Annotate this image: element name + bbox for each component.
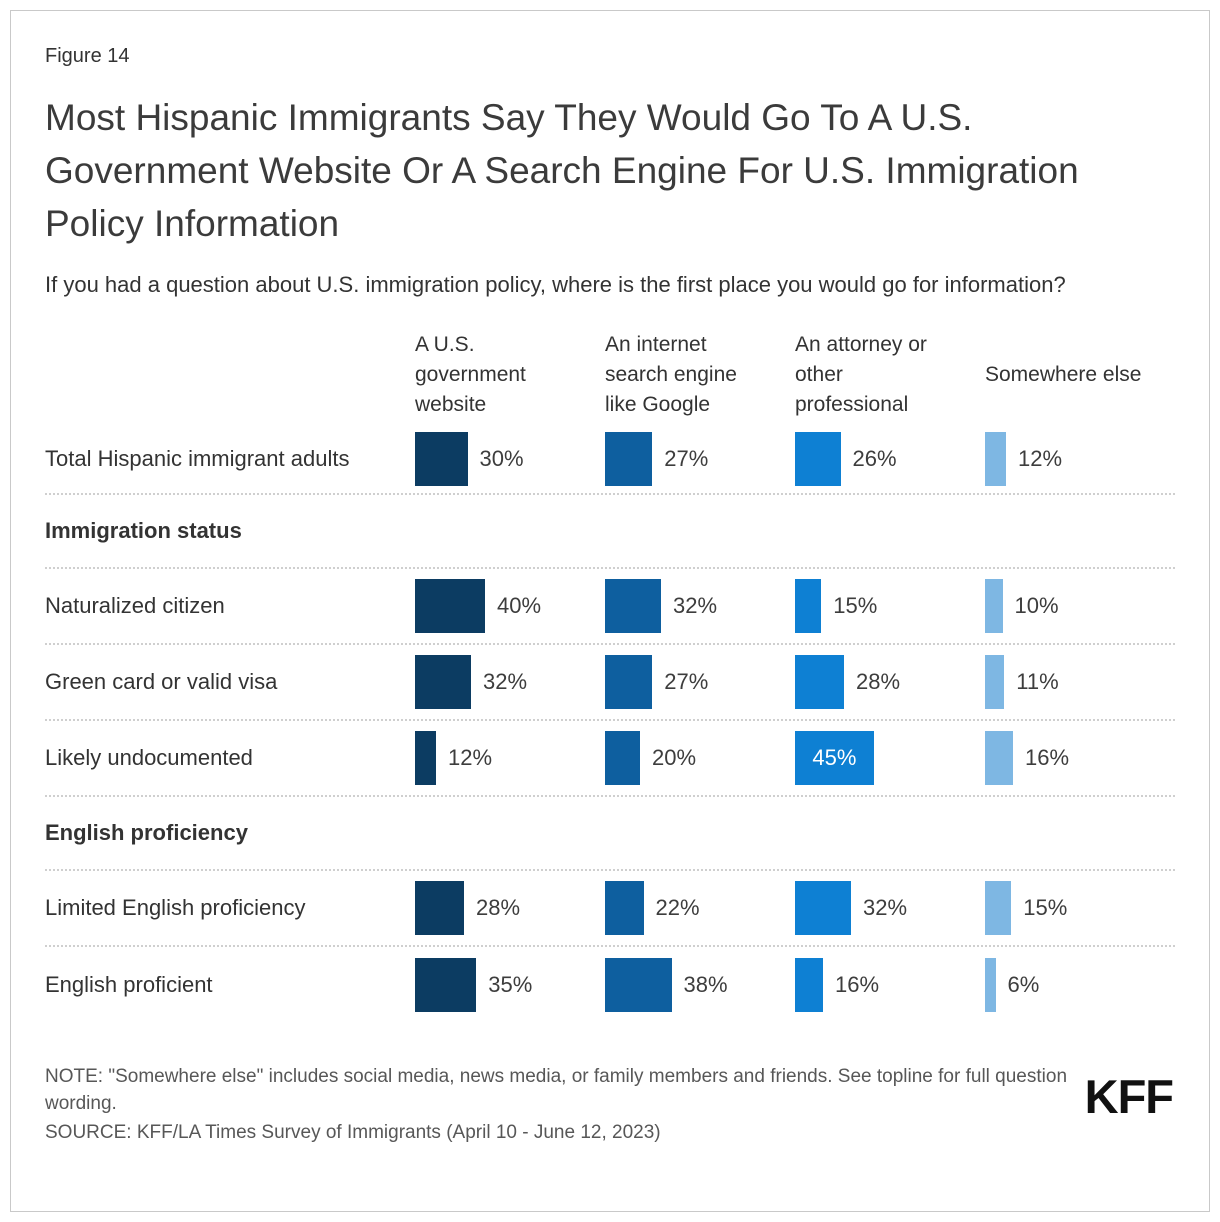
bar-value-label: 38% bbox=[683, 972, 728, 997]
bar bbox=[985, 579, 1003, 633]
bar bbox=[985, 958, 996, 1012]
bar-cell bbox=[605, 958, 795, 1012]
column-header-us-government-website: A U.S. government website bbox=[415, 332, 526, 416]
bar-cell bbox=[985, 432, 1175, 486]
bar-cell bbox=[415, 579, 605, 633]
table-row bbox=[45, 645, 1175, 721]
row-label: English proficient bbox=[45, 972, 213, 997]
bar-value-label: 12% bbox=[1018, 446, 1063, 471]
bar bbox=[415, 731, 436, 785]
bar bbox=[985, 432, 1006, 486]
bar-value-label: 15% bbox=[833, 593, 878, 618]
bar bbox=[795, 432, 841, 486]
source-text: SOURCE: KFF/LA Times Survey of Immigrants (April 10 - June 12, 2023) bbox=[45, 1122, 661, 1143]
note-text: NOTE: "Somewhere else" includes social media, news media, or family members and friends. See topline for full question wording. bbox=[45, 1066, 1068, 1114]
column-header-attorney-professional: An attorney or other professional bbox=[795, 332, 927, 416]
chart bbox=[45, 329, 1175, 1023]
bar bbox=[795, 731, 874, 785]
bar-value-label: 6% bbox=[1007, 972, 1040, 997]
bar-value-label: 32% bbox=[673, 593, 718, 618]
bar-value-label: 45% bbox=[812, 745, 857, 770]
bar-value-label: 32% bbox=[483, 669, 528, 694]
bar-cell bbox=[415, 731, 605, 785]
bar-value-label: 28% bbox=[856, 669, 901, 694]
bar-value-label: 30% bbox=[479, 446, 524, 471]
bar-value-label: 26% bbox=[852, 446, 897, 471]
bar-value-label: 40% bbox=[497, 593, 542, 618]
bar-value-label: 16% bbox=[1025, 745, 1070, 770]
figure-label: Figure 14 bbox=[45, 45, 130, 67]
section-header-row bbox=[45, 797, 1175, 871]
bar-cell bbox=[795, 432, 985, 486]
row-label: Green card or valid visa bbox=[45, 669, 278, 694]
bar-cell bbox=[795, 655, 985, 709]
bar-cell bbox=[415, 655, 605, 709]
column-header-somewhere-else: Somewhere else bbox=[985, 362, 1142, 386]
table-row bbox=[45, 871, 1175, 947]
bar-cell bbox=[795, 958, 985, 1012]
bar bbox=[605, 731, 640, 785]
bar bbox=[415, 958, 476, 1012]
bar-value-label: 27% bbox=[664, 669, 709, 694]
figure-frame bbox=[10, 10, 1210, 1212]
figure-footer bbox=[45, 1063, 1175, 1146]
column-header-internet-search-engine: An internet search engine like Google bbox=[605, 332, 737, 416]
column-header-row bbox=[45, 329, 1175, 424]
bar-cell bbox=[415, 881, 605, 935]
bar-value-label: 15% bbox=[1023, 895, 1068, 920]
bar-cell bbox=[985, 881, 1175, 935]
bar-value-label: 32% bbox=[863, 895, 908, 920]
bar-cell bbox=[795, 881, 985, 935]
chart-title: Most Hispanic Immigrants Say They Would Go To A U.S. Government Website Or A Search Engine For U.S. Immigration Policy Information bbox=[45, 97, 1079, 244]
table-row bbox=[45, 424, 1175, 495]
bar bbox=[605, 958, 672, 1012]
bar-cell bbox=[415, 958, 605, 1012]
bar bbox=[415, 881, 464, 935]
bar bbox=[415, 655, 471, 709]
bar-value-label: 16% bbox=[835, 972, 880, 997]
bar-value-label: 28% bbox=[476, 895, 521, 920]
bar-cell bbox=[415, 432, 605, 486]
chart-rows bbox=[45, 424, 1175, 1023]
bar bbox=[415, 579, 485, 633]
bar-cell bbox=[605, 881, 795, 935]
bar bbox=[795, 881, 851, 935]
bar bbox=[985, 731, 1013, 785]
bar bbox=[985, 881, 1011, 935]
bar-cell bbox=[795, 579, 985, 633]
bar bbox=[605, 432, 652, 486]
section-header-label: English proficiency bbox=[45, 820, 248, 845]
bar-value-label: 12% bbox=[448, 745, 493, 770]
bar bbox=[795, 579, 821, 633]
bar bbox=[605, 579, 661, 633]
bar bbox=[795, 958, 823, 1012]
row-label: Likely undocumented bbox=[45, 745, 253, 770]
chart-subtitle: If you had a question about U.S. immigration policy, where is the first place you would go for information? bbox=[45, 272, 1066, 297]
row-label: Total Hispanic immigrant adults bbox=[45, 446, 350, 471]
bar-cell bbox=[605, 731, 795, 785]
table-row bbox=[45, 947, 1175, 1023]
bar-value-label: 10% bbox=[1014, 593, 1059, 618]
bar-cell bbox=[605, 432, 795, 486]
section-header-label: Immigration status bbox=[45, 518, 242, 543]
bar-value-label: 20% bbox=[652, 745, 697, 770]
bar-cell bbox=[985, 655, 1175, 709]
table-row bbox=[45, 721, 1175, 797]
bar bbox=[795, 655, 844, 709]
bar bbox=[985, 655, 1004, 709]
section-header-row bbox=[45, 495, 1175, 569]
row-label: Limited English proficiency bbox=[45, 895, 306, 920]
bar-cell bbox=[605, 579, 795, 633]
row-label: Naturalized citizen bbox=[45, 593, 225, 618]
bar bbox=[605, 655, 652, 709]
bar-cell bbox=[985, 731, 1175, 785]
bar-cell bbox=[985, 958, 1175, 1012]
bar bbox=[605, 881, 644, 935]
bar-value-label: 27% bbox=[664, 446, 709, 471]
bar-cell bbox=[795, 731, 985, 785]
bar bbox=[415, 432, 468, 486]
bar-value-label: 35% bbox=[488, 972, 533, 997]
bar-value-label: 11% bbox=[1016, 669, 1059, 694]
kff-logo: KFF bbox=[1084, 1070, 1173, 1123]
bar-cell bbox=[985, 579, 1175, 633]
bar-value-label: 22% bbox=[655, 895, 700, 920]
bar-cell bbox=[605, 655, 795, 709]
table-row bbox=[45, 569, 1175, 645]
